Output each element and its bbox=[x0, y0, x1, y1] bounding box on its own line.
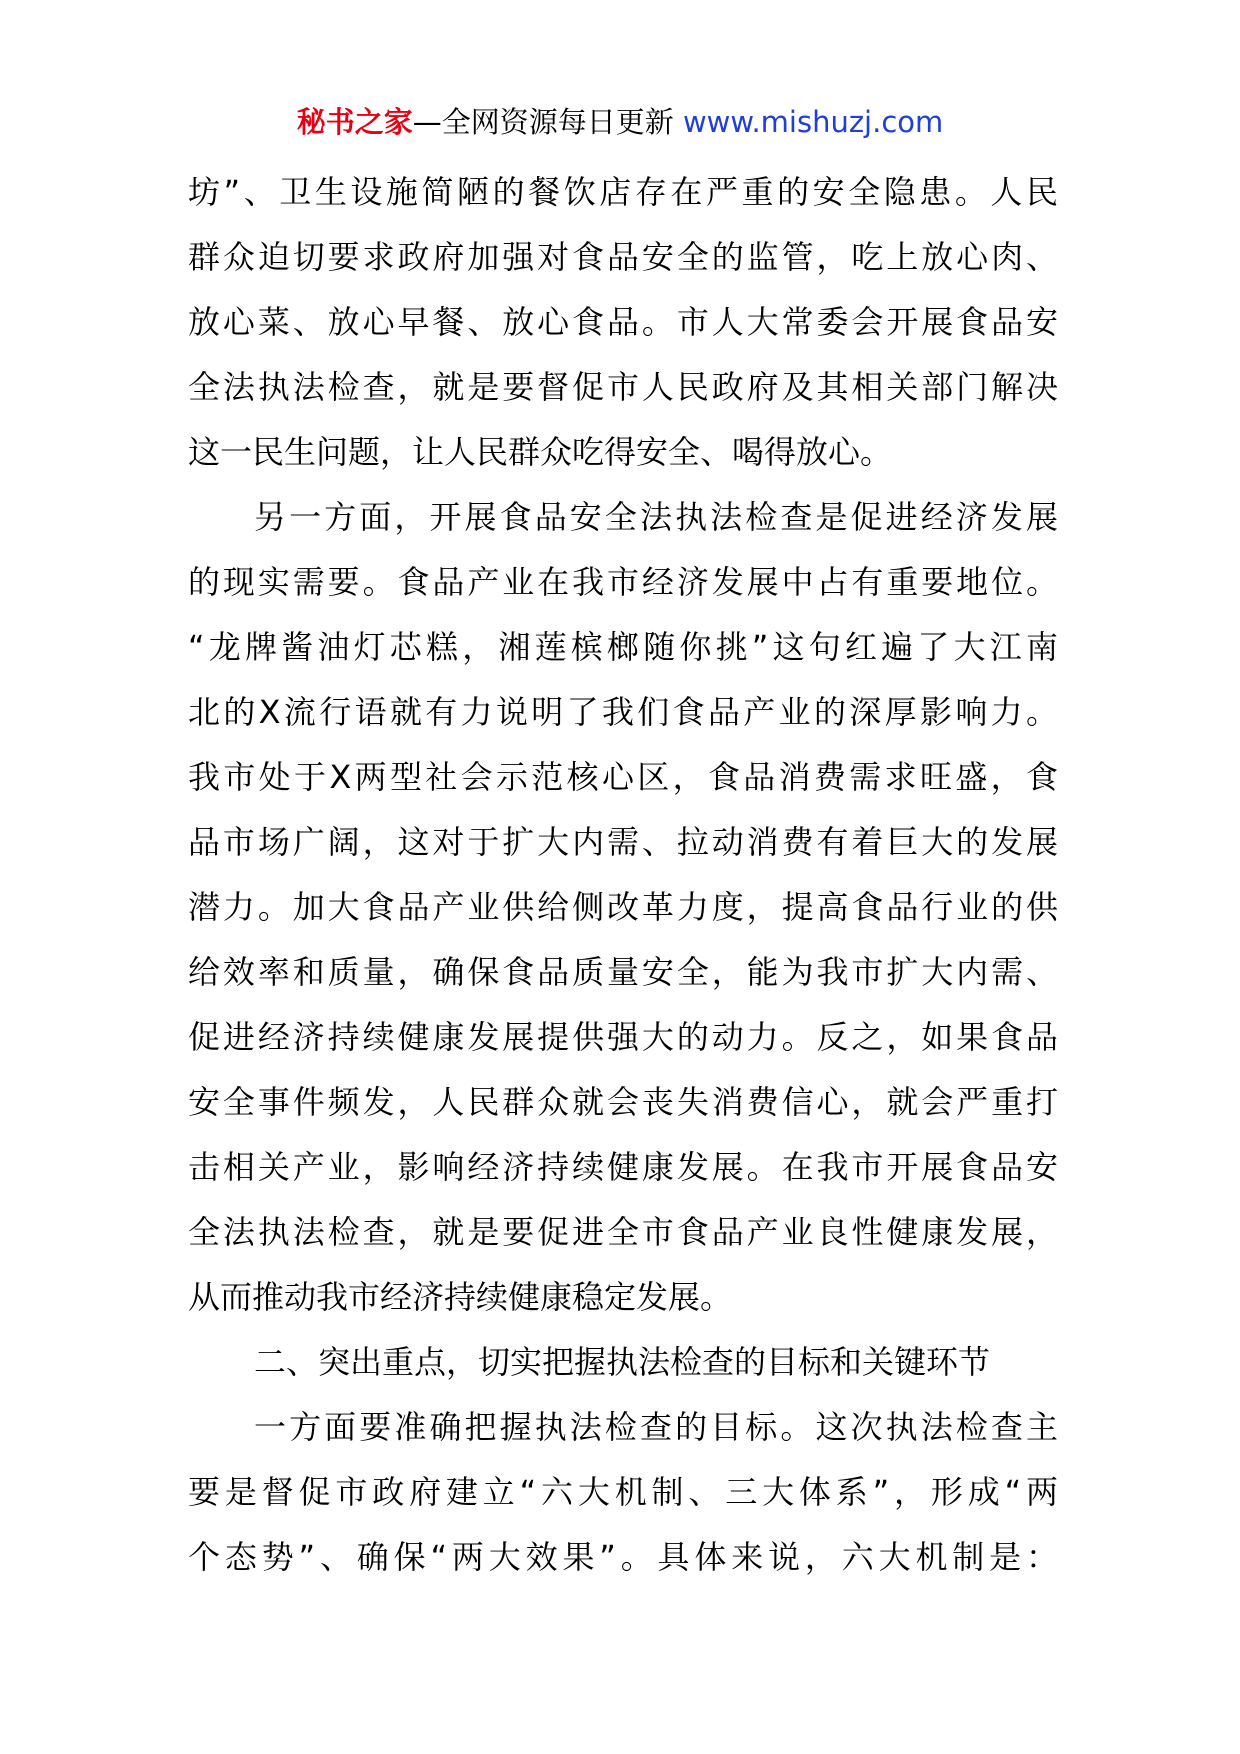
page-header bbox=[0, 100, 1240, 144]
text-line: 坊”、卫生设施简陋的餐饮店存在严重的安全隐患。人民 bbox=[188, 173, 1058, 211]
section-heading: 二、突出重点，切实把握执法检查的目标和关键环节 bbox=[254, 1343, 991, 1381]
text-line: 安全事件频发，人民群众就会丧失消费信心，就会严重打 bbox=[188, 1083, 1058, 1121]
header-brand: 秘书之家 bbox=[296, 105, 413, 139]
text-line: 我市处于X两型社会示范核心区，食品消费需求旺盛，食 bbox=[188, 758, 1058, 796]
text-line: 要是督促市政府建立“六大机制、三大体系”，形成“两 bbox=[188, 1473, 1058, 1511]
text-line: 全法执法检查，就是要促进全市食品产业良性健康发展， bbox=[188, 1213, 1058, 1251]
header-url[interactable]: www.mishuzj.com bbox=[682, 105, 944, 139]
text-line: 从而推动我市经济持续健康稳定发展。 bbox=[188, 1278, 733, 1316]
text-line: 促进经济持续健康发展提供强大的动力。反之，如果食品 bbox=[188, 1018, 1058, 1056]
text-line: 群众迫切要求政府加强对食品安全的监管，吃上放心肉、 bbox=[188, 238, 1058, 276]
text-line: 全法执法检查，就是要督促市人民政府及其相关部门解决 bbox=[188, 368, 1058, 406]
text-line: 潜力。加大食品产业供给侧改革力度，提高食品行业的供 bbox=[188, 888, 1058, 926]
header-tagline: —全网资源每日更新 bbox=[412, 105, 674, 139]
text-line: 另一方面，开展食品安全法执法检查是促进经济发展 bbox=[254, 498, 1058, 536]
text-line: 的现实需要。食品产业在我市经济发展中占有重要地位。 bbox=[188, 563, 1058, 601]
text-line: 品市场广阔，这对于扩大内需、拉动消费有着巨大的发展 bbox=[188, 823, 1058, 861]
text-line: “龙牌酱油灯芯糕，湘莲槟榔随你挑”这句红遍了大江南 bbox=[188, 628, 1058, 666]
text-line: 击相关产业，影响经济持续健康发展。在我市开展食品安 bbox=[188, 1148, 1058, 1186]
text-line: 个态势”、确保“两大效果”。具体来说，六大机制是： bbox=[188, 1538, 1058, 1576]
text-line: 一方面要准确把握执法检查的目标。这次执法检查主 bbox=[254, 1408, 1058, 1446]
document-body bbox=[188, 160, 1058, 1590]
text-line: 放心菜、放心早餐、放心食品。市人大常委会开展食品安 bbox=[188, 303, 1058, 341]
text-line: 给效率和质量，确保食品质量安全，能为我市扩大内需、 bbox=[188, 953, 1058, 991]
text-line: 这一民生问题，让人民群众吃得安全、喝得放心。 bbox=[188, 433, 893, 471]
text-line: 北的X流行语就有力说明了我们食品产业的深厚影响力。 bbox=[188, 693, 1058, 731]
